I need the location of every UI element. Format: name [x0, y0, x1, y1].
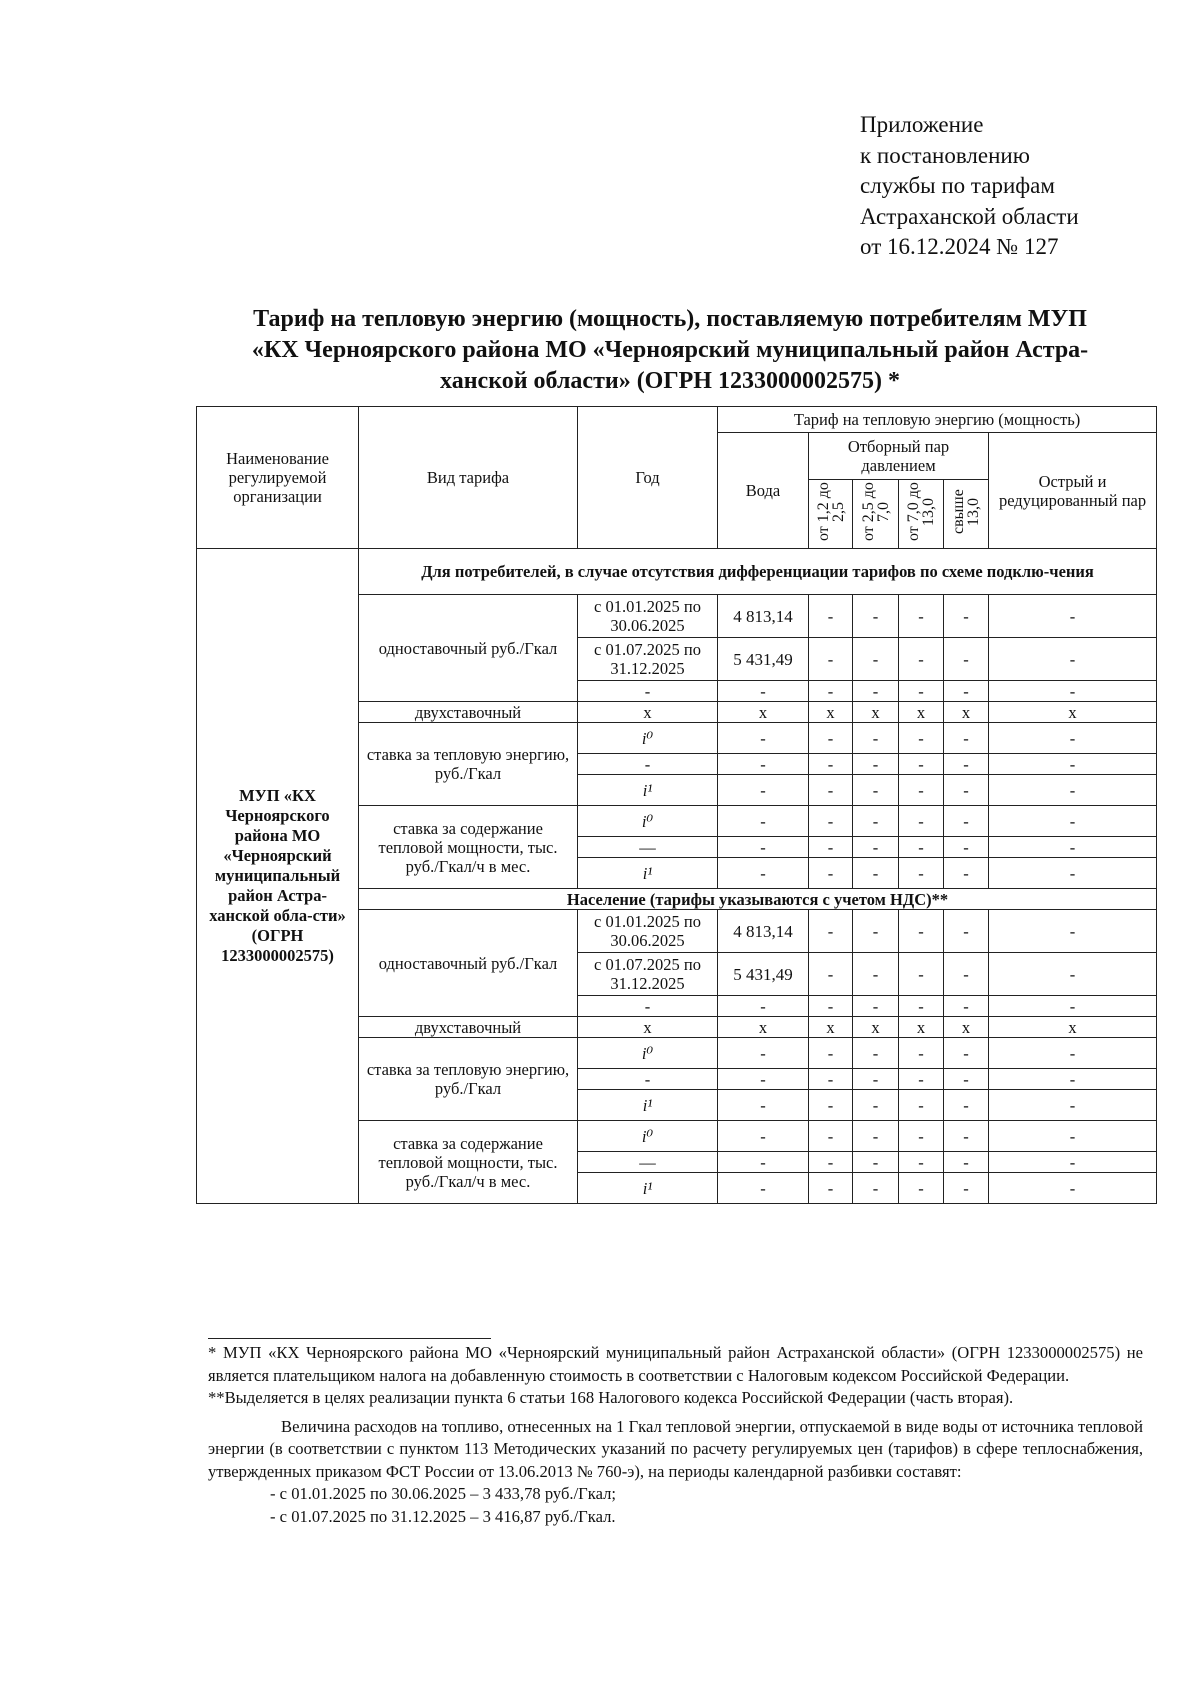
pressure-4-label: свыше 13,0	[950, 489, 982, 535]
dash-cell: -	[718, 806, 809, 837]
title-line: Тариф на тепловую энергию (мощность), поставляемую потребителям МУП	[253, 306, 1087, 332]
title-line: ханской области» (ОГРН 1233000002575) *	[440, 368, 900, 394]
dash-cell: -	[944, 996, 989, 1017]
appendix-line: к постановлению	[860, 142, 1030, 168]
x-cell: х	[944, 702, 989, 723]
dash-cell: -	[989, 858, 1157, 889]
dash-cell: -	[809, 837, 853, 858]
dash-cell: -	[853, 1090, 899, 1121]
dash-cell: -	[899, 1090, 944, 1121]
dash-cell: -	[899, 775, 944, 806]
header-water: Вода	[718, 433, 809, 549]
i1-cell: i¹	[578, 858, 718, 889]
i1-cell: i¹	[578, 775, 718, 806]
i0-cell: i⁰	[578, 723, 718, 754]
dash-cell: -	[809, 1090, 853, 1121]
dash-cell: -	[944, 837, 989, 858]
dash-cell: -	[718, 1069, 809, 1090]
dash-cell: -	[809, 595, 853, 638]
dash-cell: -	[578, 754, 718, 775]
appendix-line: от 16.12.2024 № 127	[860, 234, 1059, 259]
dash-cell: -	[809, 910, 853, 953]
dash-cell: -	[899, 953, 944, 996]
x-cell: х	[899, 1017, 944, 1038]
pressure-1-label: от 1,2 до 2,5	[814, 482, 847, 542]
dash-cell: -	[809, 806, 853, 837]
header-pressure-4	[944, 480, 989, 549]
dash-cell: -	[899, 1173, 944, 1204]
dash-cell: -	[853, 1121, 899, 1152]
dash-cell: -	[578, 1069, 718, 1090]
dash-cell: -	[899, 806, 944, 837]
dash-cell: -	[718, 1152, 809, 1173]
one-part-label: одноставочный руб./Гкал	[359, 910, 578, 1017]
dash-cell: -	[853, 910, 899, 953]
dash-cell: -	[809, 754, 853, 775]
dash-cell: -	[899, 681, 944, 702]
appendix-block	[860, 110, 1160, 263]
x-cell: х	[809, 702, 853, 723]
i0-cell: i⁰	[578, 1121, 718, 1152]
dash-cell: -	[899, 638, 944, 681]
header-pressure-3	[899, 480, 944, 549]
dash-cell: -	[809, 1069, 853, 1090]
water-value: 5 431,49	[718, 638, 809, 681]
dash-cell: -	[718, 723, 809, 754]
dash-cell: -	[853, 754, 899, 775]
dash-cell: -	[853, 1038, 899, 1069]
x-cell: х	[944, 1017, 989, 1038]
dash-cell: -	[578, 681, 718, 702]
two-part-label: двухставочный	[359, 1017, 578, 1038]
dash-cell: -	[944, 754, 989, 775]
dash-cell: -	[853, 1069, 899, 1090]
x-cell: х	[899, 702, 944, 723]
dash-cell: -	[809, 1173, 853, 1204]
dash-cell: -	[944, 1069, 989, 1090]
dash-cell: -	[899, 723, 944, 754]
dash-cell: -	[853, 996, 899, 1017]
dash-cell: -	[989, 1090, 1157, 1121]
dash-cell: -	[853, 775, 899, 806]
period-cell: с 01.01.2025 по 30.06.2025	[578, 595, 718, 638]
header-pressure-1	[809, 480, 853, 549]
x-cell: х	[989, 702, 1157, 723]
dash-cell: -	[853, 953, 899, 996]
long-dash-cell: —	[578, 837, 718, 858]
document-title	[200, 304, 1140, 397]
dash-cell: -	[899, 595, 944, 638]
header-org: Наименование регулируемой организации	[197, 407, 359, 549]
water-value: 4 813,14	[718, 595, 809, 638]
header-year: Год	[578, 407, 718, 549]
period-cell: с 01.01.2025 по 30.06.2025	[578, 910, 718, 953]
dash-cell: -	[899, 1121, 944, 1152]
footnote-double-star: **Выделяется в целях реализации пункта 6 статьи 168 Налогового кодекса Российской Федерации (часть вторая).	[208, 1388, 1014, 1407]
dash-cell: -	[809, 1121, 853, 1152]
dash-cell: -	[899, 1069, 944, 1090]
dash-cell: -	[989, 638, 1157, 681]
dash-cell: -	[899, 910, 944, 953]
i0-cell: i⁰	[578, 1038, 718, 1069]
appendix-line: службы по тарифам	[860, 173, 1055, 198]
dash-cell: -	[944, 910, 989, 953]
dash-cell: -	[989, 775, 1157, 806]
pressure-3-label: от 7,0 до 13,0	[905, 482, 937, 542]
dash-cell: -	[718, 996, 809, 1017]
dash-cell: -	[809, 681, 853, 702]
fuel-cost-period: - с 01.01.2025 по 30.06.2025 – 3 433,78 руб./Гкал;	[270, 1484, 616, 1503]
dash-cell: -	[809, 996, 853, 1017]
dash-cell: -	[853, 723, 899, 754]
i1-cell: i¹	[578, 1173, 718, 1204]
i1-cell: i¹	[578, 1090, 718, 1121]
x-cell: х	[718, 702, 809, 723]
dash-cell: -	[944, 806, 989, 837]
dash-cell: -	[718, 858, 809, 889]
dash-cell: -	[853, 837, 899, 858]
dash-cell: -	[809, 1152, 853, 1173]
tariff-table	[196, 406, 1157, 1204]
dash-cell: -	[809, 723, 853, 754]
dash-cell: -	[718, 1121, 809, 1152]
dash-cell: -	[944, 858, 989, 889]
x-cell: х	[853, 1017, 899, 1038]
dash-cell: -	[809, 775, 853, 806]
section-title: Население (тарифы указываются с учетом НДС)**	[359, 889, 1157, 910]
appendix-line: Астраханской области	[860, 203, 1079, 229]
dash-cell: -	[989, 1173, 1157, 1204]
dash-cell: -	[989, 595, 1157, 638]
header-pressure-2	[853, 480, 899, 549]
dash-cell: -	[899, 1152, 944, 1173]
dash-cell: -	[944, 638, 989, 681]
one-part-label: одноставочный руб./Гкал	[359, 595, 578, 702]
title-line: «КХ Черноярского района МО «Черноярский муниципальный район Астра-	[251, 337, 1089, 363]
dash-cell: -	[853, 1173, 899, 1204]
footnotes	[208, 1342, 1143, 1528]
dash-cell: -	[989, 806, 1157, 837]
dash-cell: -	[853, 806, 899, 837]
dash-cell: -	[944, 1173, 989, 1204]
dash-cell: -	[989, 1038, 1157, 1069]
capacity-rate-label: ставка за содержание тепловой мощности, тыс. руб./Гкал/ч в мес.	[359, 806, 578, 889]
dash-cell: -	[718, 837, 809, 858]
dash-cell: -	[853, 858, 899, 889]
appendix-line: Приложение	[860, 112, 984, 137]
dash-cell: -	[578, 996, 718, 1017]
dash-cell: -	[899, 858, 944, 889]
dash-cell: -	[899, 996, 944, 1017]
x-cell: х	[809, 1017, 853, 1038]
org-name-cell: МУП «КХ Черноярского района МО «Черноярский муниципальный район Астра-ханской обла-сти» (ОГРН 1233000002575)	[197, 549, 359, 1204]
i0-cell: i⁰	[578, 806, 718, 837]
dash-cell: -	[944, 1038, 989, 1069]
dash-cell: -	[718, 1038, 809, 1069]
dash-cell: -	[853, 638, 899, 681]
dash-cell: -	[944, 953, 989, 996]
dash-cell: -	[809, 858, 853, 889]
heat-rate-label: ставка за тепловую энергию, руб./Гкал	[359, 1038, 578, 1121]
dash-cell: -	[853, 595, 899, 638]
period-cell: с 01.07.2025 по 31.12.2025	[578, 638, 718, 681]
heat-rate-label: ставка за тепловую энергию, руб./Гкал	[359, 723, 578, 806]
two-part-label: двухставочный	[359, 702, 578, 723]
dash-cell: -	[989, 996, 1157, 1017]
dash-cell: -	[718, 1090, 809, 1121]
dash-cell: -	[809, 953, 853, 996]
long-dash-cell: —	[578, 1152, 718, 1173]
header-tariff-group: Тариф на тепловую энергию (мощность)	[718, 407, 1157, 433]
section-title: Для потребителей, в случае отсутствия дифференциации тарифов по схеме подклю-чения	[359, 549, 1157, 595]
dash-cell: -	[944, 775, 989, 806]
x-cell: х	[853, 702, 899, 723]
dash-cell: -	[899, 837, 944, 858]
x-cell: х	[989, 1017, 1157, 1038]
dash-cell: -	[899, 1038, 944, 1069]
dash-cell: -	[944, 1121, 989, 1152]
dash-cell: -	[718, 1173, 809, 1204]
header-tariff-type: Вид тарифа	[359, 407, 578, 549]
dash-cell: -	[944, 595, 989, 638]
dash-cell: -	[944, 723, 989, 754]
x-cell: х	[718, 1017, 809, 1038]
dash-cell: -	[718, 681, 809, 702]
dash-cell: -	[809, 1038, 853, 1069]
water-value: 5 431,49	[718, 953, 809, 996]
dash-cell: -	[944, 1152, 989, 1173]
footnote-divider	[208, 1338, 491, 1339]
period-cell: с 01.07.2025 по 31.12.2025	[578, 953, 718, 996]
dash-cell: -	[853, 681, 899, 702]
dash-cell: -	[899, 754, 944, 775]
dash-cell: -	[989, 723, 1157, 754]
pressure-2-label: от 2,5 до 7,0	[859, 482, 892, 542]
dash-cell: -	[944, 681, 989, 702]
dash-cell: -	[989, 953, 1157, 996]
dash-cell: -	[989, 1069, 1157, 1090]
dash-cell: -	[989, 837, 1157, 858]
x-cell: х	[578, 1017, 718, 1038]
fuel-cost-paragraph: Величина расходов на топливо, отнесенных на 1 Гкал тепловой энергии, отпускаемой в виде воды от источника тепловой энергии (в соответствии с пунктом 113 Методических указаний по расчету регулируемых цен (тарифов) в сфере теплоснабжения, утвержденных приказом ФСТ России от 13.06.2013 № 760-э), на периоды календарной разбивки составят:	[208, 1416, 1143, 1481]
x-cell: х	[578, 702, 718, 723]
dash-cell: -	[718, 775, 809, 806]
dash-cell: -	[853, 1152, 899, 1173]
fuel-cost-period: - с 01.07.2025 по 31.12.2025 – 3 416,87 руб./Гкал.	[270, 1506, 616, 1526]
dash-cell: -	[989, 754, 1157, 775]
dash-cell: -	[989, 910, 1157, 953]
footnote-star: * МУП «КХ Черноярского района МО «Черноярский муниципальный район Астраханской области» (ОГРН 1233000002575) не является плательщиком налога на добавленную стоимость в соответствии с Налоговым кодексом Российской Федерации.	[208, 1343, 1143, 1385]
dash-cell: -	[944, 1090, 989, 1121]
dash-cell: -	[989, 1121, 1157, 1152]
header-steam-group: Отборный пар давлением	[809, 433, 989, 480]
dash-cell: -	[989, 1152, 1157, 1173]
dash-cell: -	[809, 638, 853, 681]
dash-cell: -	[989, 681, 1157, 702]
dash-cell: -	[718, 754, 809, 775]
capacity-rate-label: ставка за содержание тепловой мощности, тыс. руб./Гкал/ч в мес.	[359, 1121, 578, 1204]
header-sharp-steam: Острый и редуцированный пар	[989, 433, 1157, 549]
water-value: 4 813,14	[718, 910, 809, 953]
